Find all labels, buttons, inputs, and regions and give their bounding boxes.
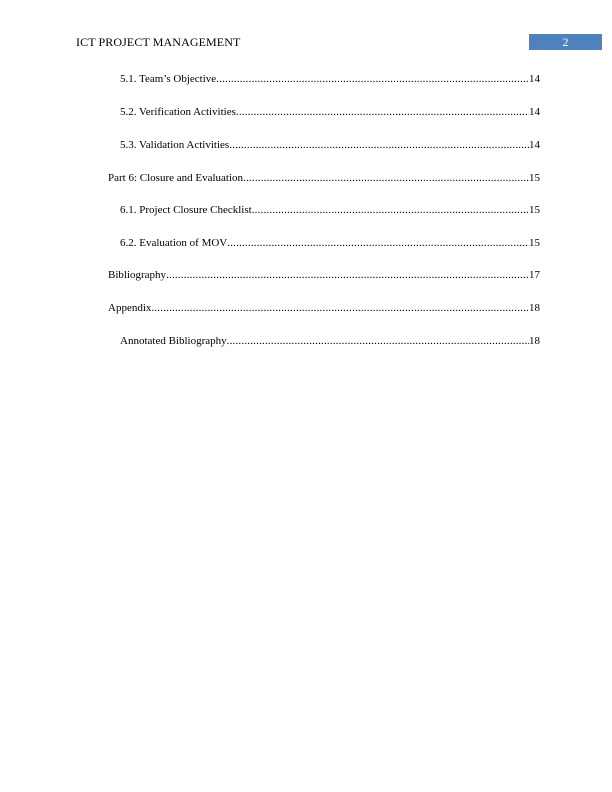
running-header-title: ICT PROJECT MANAGEMENT bbox=[76, 35, 241, 49]
toc-entry-label: 6.1. Project Closure Checklist bbox=[120, 204, 252, 216]
toc-entry-label: 6.2. Evaluation of MOV bbox=[120, 237, 228, 249]
toc-entry-appendix[interactable] bbox=[108, 301, 540, 315]
toc-entry-page: 18 bbox=[529, 302, 540, 314]
toc-entry-label: Appendix bbox=[108, 302, 152, 314]
toc-dot-leader bbox=[216, 72, 529, 86]
toc-entry-page: 15 bbox=[529, 237, 540, 249]
toc-entry-part6-closure-evaluation[interactable] bbox=[108, 171, 540, 185]
toc-entry-page: 14 bbox=[529, 139, 540, 151]
toc-entry-page: 14 bbox=[529, 73, 540, 85]
toc-entry-label: Part 6: Closure and Evaluation bbox=[108, 172, 244, 184]
toc-dot-leader bbox=[252, 203, 529, 217]
toc-entry-label: Bibliography bbox=[108, 269, 167, 281]
toc-entry-annotated-bibliography[interactable] bbox=[120, 334, 540, 348]
toc-dot-leader bbox=[227, 236, 529, 250]
toc-entry-bibliography[interactable] bbox=[108, 268, 540, 282]
toc-entry-label: 5.3. Validation Activities bbox=[120, 139, 230, 151]
toc-dot-leader bbox=[229, 138, 529, 152]
toc-entry-page: 15 bbox=[529, 204, 540, 216]
toc-entry-label: Annotated Bibliography bbox=[120, 335, 227, 347]
toc-entry-label: 5.2. Verification Activities bbox=[120, 106, 236, 118]
page-number-badge: 2 bbox=[529, 34, 602, 50]
toc-dot-leader bbox=[236, 105, 529, 119]
toc-dot-leader bbox=[227, 334, 529, 348]
toc-entry-page: 17 bbox=[529, 269, 540, 281]
toc-entry-verification-activities[interactable] bbox=[120, 105, 540, 119]
toc-entry-project-closure-checklist[interactable] bbox=[120, 203, 540, 217]
toc-entry-label: 5.1. Team’s Objective bbox=[120, 73, 217, 85]
toc-entry-evaluation-of-mov[interactable] bbox=[120, 236, 540, 250]
toc-entry-validation-activities[interactable] bbox=[120, 138, 540, 152]
toc-entry-page: 18 bbox=[529, 335, 540, 347]
toc-entry-team-objective[interactable] bbox=[120, 72, 540, 86]
toc-dot-leader bbox=[151, 301, 529, 315]
toc-entry-page: 15 bbox=[529, 172, 540, 184]
toc-dot-leader bbox=[166, 268, 529, 282]
toc-entry-page: 14 bbox=[529, 106, 540, 118]
toc-dot-leader bbox=[243, 171, 529, 185]
